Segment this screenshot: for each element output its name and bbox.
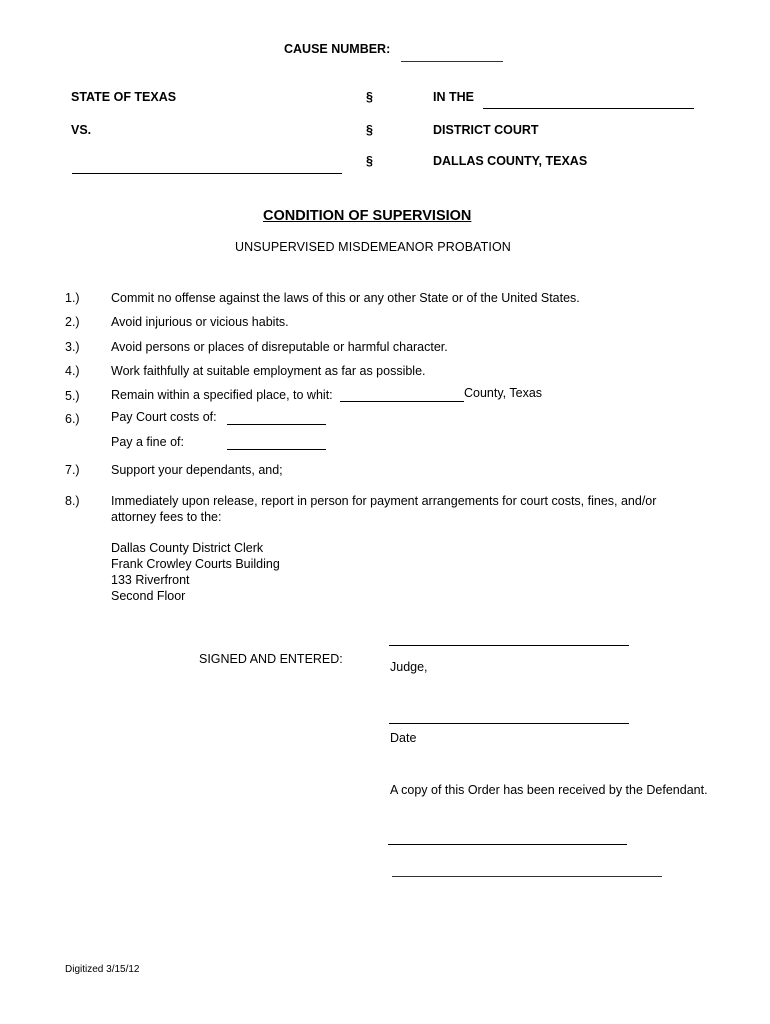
date-field[interactable] xyxy=(389,723,629,724)
condition-number: 8.) xyxy=(65,494,80,508)
in-the-label: IN THE xyxy=(433,90,474,104)
address-line: Dallas County District Clerk xyxy=(111,541,264,555)
condition-text: Remain within a specified place, to whit: xyxy=(111,388,333,402)
condition-text: Support your dependants, and; xyxy=(111,463,283,477)
condition-text: Avoid persons or places of disreputable or harmful character. xyxy=(111,340,448,354)
address-line: Second Floor xyxy=(111,589,186,603)
section-symbol-2: § xyxy=(366,123,373,137)
judge-label: Judge, xyxy=(390,660,428,674)
condition-text: Immediately upon release, report in person for payment arrangements for court costs, fines, and/or xyxy=(111,494,657,508)
cause-number-field[interactable] xyxy=(401,61,503,62)
state-label: STATE OF TEXAS xyxy=(71,90,177,104)
defendant-name-field[interactable] xyxy=(72,173,342,174)
defendant-name-line[interactable] xyxy=(392,876,662,877)
document-title: CONDITION OF SUPERVISION xyxy=(263,208,472,224)
condition-number: 6.) xyxy=(65,412,80,426)
county-label: DALLAS COUNTY, TEXAS xyxy=(433,154,588,168)
condition-number: 7.) xyxy=(65,463,80,477)
cause-number-label: CAUSE NUMBER: xyxy=(284,42,391,56)
condition-text: Commit no offense against the laws of this or any other State or of the United States. xyxy=(111,291,580,305)
address-line: Frank Crowley Courts Building xyxy=(111,557,280,571)
in-the-field[interactable] xyxy=(483,108,694,109)
digitized-note: Digitized 3/15/12 xyxy=(65,964,140,975)
condition-number: 4.) xyxy=(65,364,80,378)
court-costs-field[interactable] xyxy=(227,424,326,425)
document-subtitle: UNSUPERVISED MISDEMEANOR PROBATION xyxy=(235,240,511,254)
fine-label: Pay a fine of: xyxy=(111,435,184,449)
condition-number: 1.) xyxy=(65,291,80,305)
court-costs-label: Pay Court costs of: xyxy=(111,410,217,424)
section-symbol-3: § xyxy=(366,154,373,168)
address-line: 133 Riverfront xyxy=(111,573,190,587)
vs-label: VS. xyxy=(71,123,92,137)
court-label: DISTRICT COURT xyxy=(433,123,539,137)
condition-number: 5.) xyxy=(65,389,80,403)
condition-text: Avoid injurious or vicious habits. xyxy=(111,315,289,329)
copy-notice: A copy of this Order has been received by the Defendant. xyxy=(390,783,708,797)
fine-field[interactable] xyxy=(227,449,326,450)
condition-text-continued: attorney fees to the: xyxy=(111,510,222,524)
date-label: Date xyxy=(390,731,417,745)
condition-number: 3.) xyxy=(65,340,80,354)
condition-text: Work faithfully at suitable employment as far as possible. xyxy=(111,364,426,378)
county-texas-suffix: County, Texas xyxy=(464,386,543,400)
condition-number: 2.) xyxy=(65,315,80,329)
defendant-signature-field[interactable] xyxy=(388,844,627,845)
signed-entered-label: SIGNED AND ENTERED: xyxy=(199,652,343,666)
judge-signature-field[interactable] xyxy=(389,645,629,646)
section-symbol-1: § xyxy=(366,90,373,104)
place-field[interactable] xyxy=(340,401,464,402)
